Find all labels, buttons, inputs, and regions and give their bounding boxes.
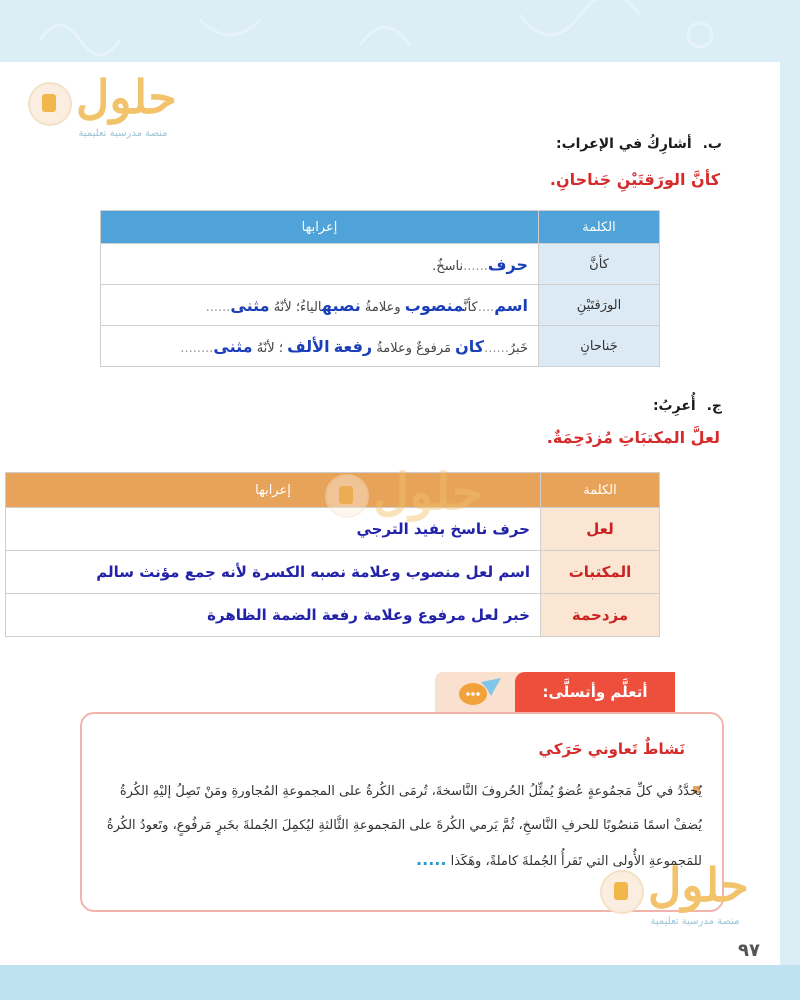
handwritten-answer: منصوب [404,295,464,315]
table-b-parsing [101,326,539,367]
handwritten-answer: الألف [287,336,330,356]
printed-text: مَرفوعٌ وعلامةُ [372,340,456,356]
table-b-header-parsing: إعرابها [101,211,539,244]
logo-tagline: منصة مدرسية تعليمية [78,128,168,139]
blank-dots: ...... [484,340,509,356]
table-row [101,285,660,326]
section-b-label: ب. [702,136,722,152]
table-c-header-word: الكلمة [541,473,660,508]
section-b-instruction: أشارِكُ في الإعراب: [555,136,692,152]
printed-text: كأنَّ [463,299,478,315]
printed-text: ؛ لأنّهُ [252,340,288,356]
learn-tab [435,672,675,712]
learn-title: أتعلَّم وأتسلَّى: [515,672,675,712]
table-b-word: كأنَّ [539,244,660,285]
handwritten-answer: مثنى [213,336,253,356]
section-b-heading [556,136,722,152]
blank-dots: .... [477,299,495,315]
logo [28,70,178,150]
logo-icon [28,82,72,126]
table-b-parsing [101,285,539,326]
table-c-word: المكتبات [541,551,660,594]
watermark-logo-icon [325,474,369,518]
table-c-parsing: حرف ناسخ بفيد الترجي [6,508,541,551]
blank-dots: ...... [205,299,231,315]
handwritten-answer: مثنى [230,295,270,315]
table-b-word: جَناحانِ [539,326,660,367]
watermark-wordmark: حلول [373,462,483,521]
table-b-header-word: الكلمة [539,211,660,244]
paper-plane-chat-icon [457,676,503,708]
bottom-logo [600,858,750,938]
table-row [6,551,660,594]
section-c-sentence: لعلَّ المكتبَاتِ مُزدَحِمَةٌ. [546,428,720,447]
section-c-label: ج. [706,398,722,414]
handwritten-answer: كان [455,336,485,356]
table-c-word: لعل [541,508,660,551]
blank-dots: ...... [463,258,488,274]
section-c-heading [653,398,722,414]
continuation-dots: ..... [416,850,447,869]
section-b-sentence: كأنَّ الورَقتَيْنِ جَناحانِ. [549,170,720,189]
page-number: ٩٧ [738,940,760,961]
table-c-header-parsing: إعرابها [6,473,541,508]
printed-text: ناسخٌ. [432,258,464,274]
printed-text: خَبرُ [508,340,528,356]
handwritten-answer: حرف [487,254,528,274]
printed-text: الياءُ؛ لأنّهُ [269,299,322,315]
handwritten-answer: اسم [494,295,528,315]
table-row [101,326,660,367]
table-b-body [101,244,660,367]
activity-body: يُحدَّدُ في كلِّ مَجمُوعةٍ عُضوٌ يُمثِّلُ الحُروفَ النَّاسخةَ، تُرمَى الكُرةُ على المجموعةِ المُجاورةِ ومَنْ تَصِلُ إليْهِ الكُرةُ يُضفْ اسمًا مَنصُوبًا للحرفِ النَّاسخِ، ثُمَّ يَرمي الكُرةَ على المَجموعةِ الثَّالثةِ ليُكمِلَ الجُملةَ بخَبرٍ مَرفُوعٍ، وتَعودُ الكُرةُ للمَجموعةِ الأُولى التي تَقرأُ الجُملةَ كاملةً، وهَكَذا [106,784,702,869]
table-b-word: الورَقتَيْنِ [539,285,660,326]
handwritten-answer: رفعة [333,336,373,356]
table-row [6,594,660,637]
watermark-logo [325,462,483,542]
parsing-table-b [100,210,660,367]
decorative-letters-pattern [0,0,800,62]
printed-text: وعلامةُ [360,299,405,315]
table-c-parsing: خبر لعل مرفوع وعلامة رفعة الضمة الظاهرة [6,594,541,637]
header-band [0,0,800,62]
handwritten-answer: نصبه [321,295,361,315]
activity-title: نَشاطٌ تَعاوني حَرَكي [538,740,685,758]
section-c-instruction: أُعرِبُ: [652,398,696,414]
table-row [101,244,660,285]
table-b-parsing [101,244,539,285]
side-band [780,62,800,982]
table-c-parsing: اسم لعل منصوب وعلامة نصبه الكسرة لأنه جمع مؤنث سالم [6,551,541,594]
logo-wordmark: حلول [76,70,177,124]
footer-band [0,965,800,1000]
bottom-logo-tagline: منصة مدرسية تعليمية [650,916,740,927]
blank-dots: ........ [180,340,214,356]
table-c-word: مزدحمة [541,594,660,637]
bottom-logo-icon [600,870,644,914]
bottom-logo-wordmark: حلول [648,858,749,912]
